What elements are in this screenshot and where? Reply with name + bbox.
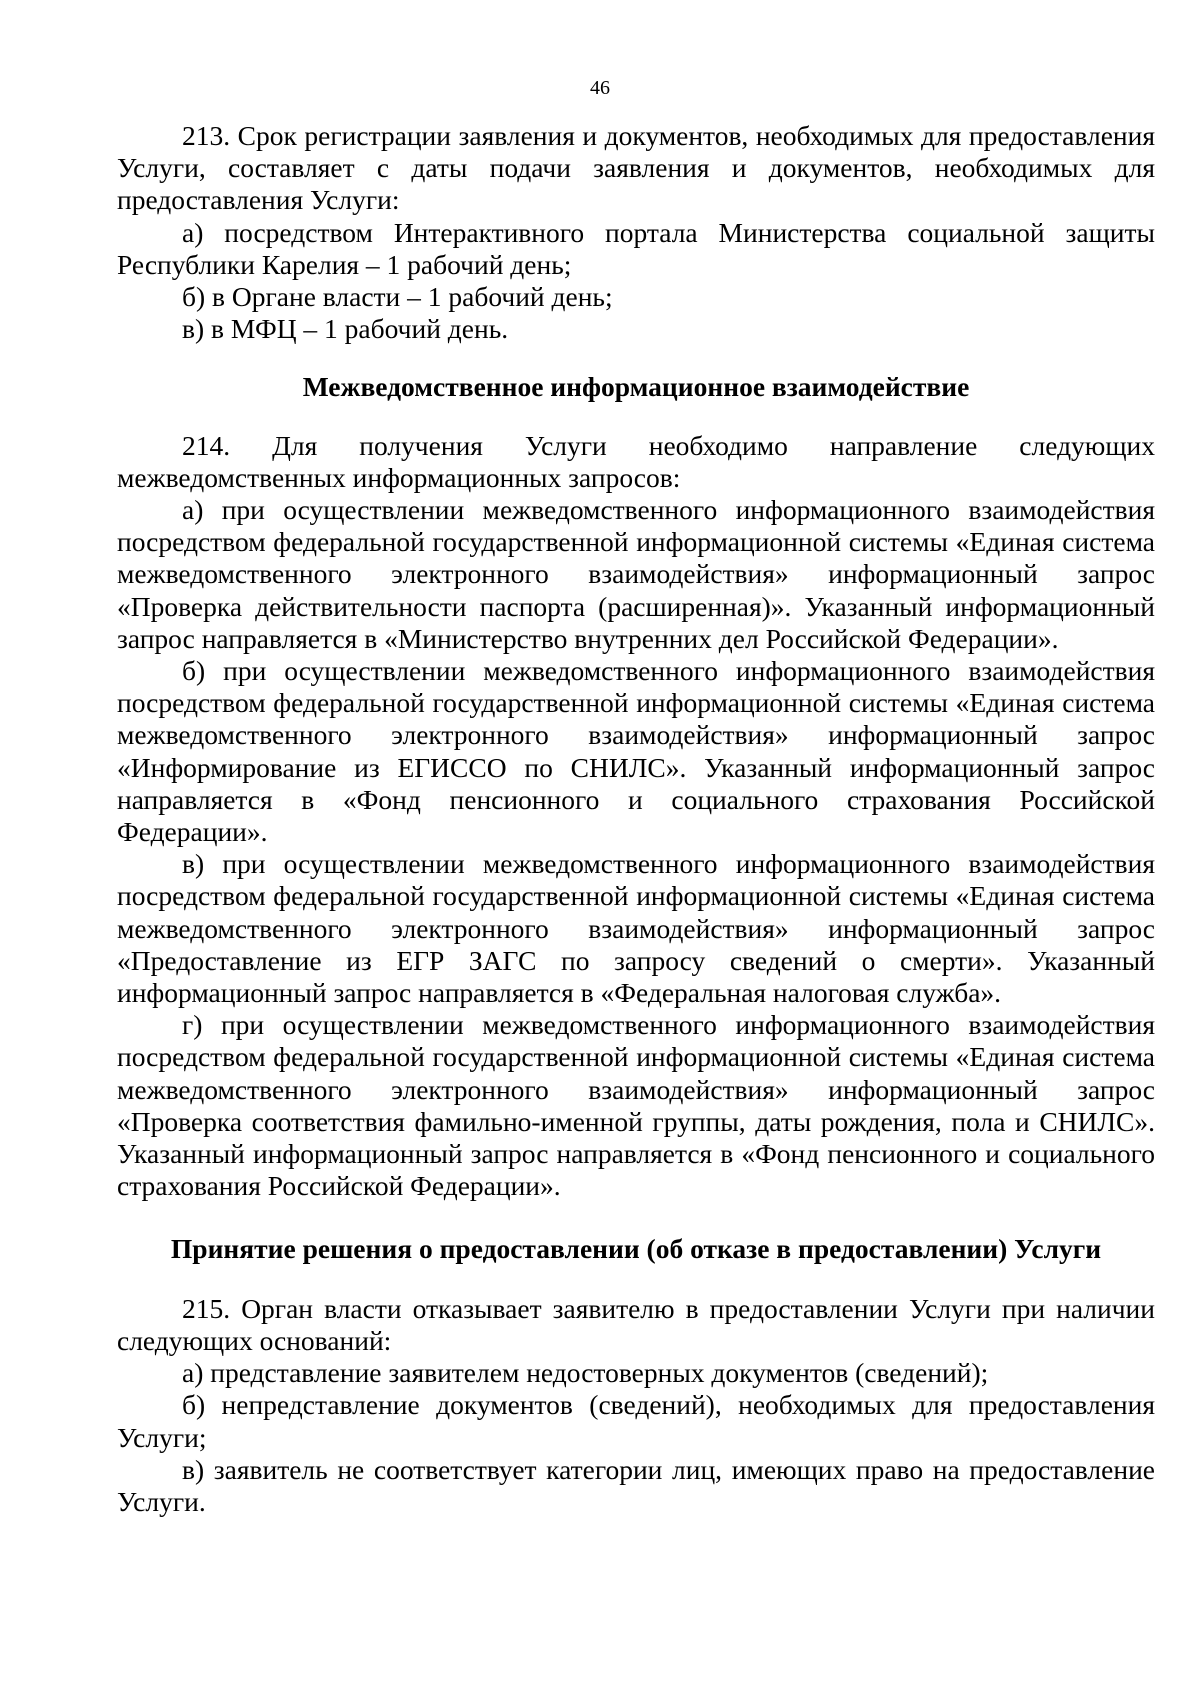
page-number: 46 bbox=[590, 77, 610, 99]
paragraph-215-v: в) заявитель не соответствует категории лиц, имеющих право на предоставление Услуги. bbox=[117, 1453, 1155, 1517]
paragraph-213-a: а) посредством Интерактивного портала Министерства социальной защиты Республики Карелия – 1 рабочий день; bbox=[117, 216, 1155, 280]
paragraph-214-g: г) при осуществлении межведомственного информационного взаимодействия посредством федеральной государственной информационной системы «Единая система межведомственного электронного взаимодействия» информационный запрос «Проверка соответствия фамильно-именной группы, даты рождения, пола и СНИЛС». Указанный информационный запрос направляется в «Фонд пенсионного и социального страхования Российской Федерации». bbox=[117, 1009, 1155, 1202]
paragraph-214-v: в) при осуществлении межведомственного информационного взаимодействия посредством федеральной государственной информационной системы «Единая система межведомственного электронного взаимодействия» информационный запрос «Предоставление из ЕГР ЗАГС по запросу сведений о смерти». Указанный информационный запрос направляется в «Федеральная налоговая служба». bbox=[117, 848, 1155, 1009]
section-heading-interagency: Межведомственное информационное взаимодействие bbox=[302, 371, 970, 403]
paragraph-213: 213. Срок регистрации заявления и документов, необходимых для предоставления Услуги, составляет с даты подачи заявления и документов, необходимых для предоставления Услуги: bbox=[117, 120, 1155, 216]
paragraph-215-a: а) представление заявителем недостоверных документов (сведений); bbox=[182, 1357, 989, 1389]
paragraph-214: 214. Для получения Услуги необходимо направление следующих межведомственных информационных запросов: bbox=[117, 429, 1155, 493]
paragraph-213-b: б) в Органе власти – 1 рабочий день; bbox=[182, 281, 613, 313]
paragraph-215-b: б) непредставление документов (сведений), необходимых для предоставления Услуги; bbox=[117, 1389, 1155, 1453]
paragraph-214-b: б) при осуществлении межведомственного информационного взаимодействия посредством федеральной государственной информационной системы «Единая система межведомственного электронного взаимодействия» информационный запрос «Информирование из ЕГИССО по СНИЛС». Указанный информационный запрос направляется в «Фонд пенсионного и социального страхования Российской Федерации». bbox=[117, 655, 1155, 848]
section-heading-decision: Принятие решения о предоставлении (об отказе в предоставлении) Услуги bbox=[170, 1232, 1102, 1264]
paragraph-215: 215. Орган власти отказывает заявителю в предоставлении Услуги при наличии следующих оснований: bbox=[117, 1292, 1155, 1356]
paragraph-214-a: а) при осуществлении межведомственного информационного взаимодействия посредством федеральной государственной информационной системы «Единая система межведомственного электронного взаимодействия» информационный запрос «Проверка действительности паспорта (расширенная)». Указанный информационный запрос направляется в «Министерство внутренних дел Российской Федерации». bbox=[117, 494, 1155, 654]
document-body bbox=[117, 120, 1155, 1518]
paragraph-213-v: в) в МФЦ – 1 рабочий день. bbox=[182, 313, 509, 345]
